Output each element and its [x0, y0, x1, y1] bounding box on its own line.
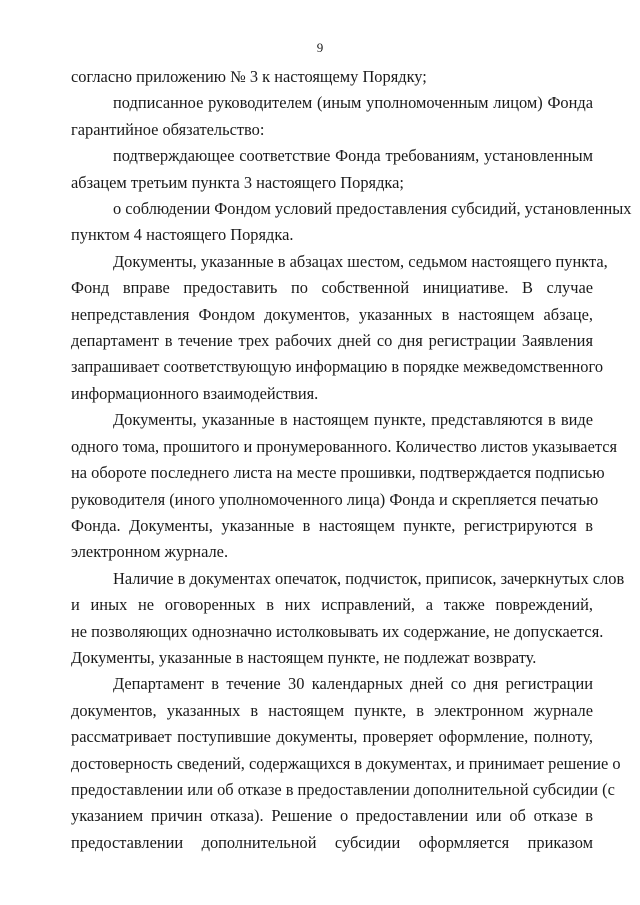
paragraph-line: департамент в течение трех рабочих дней со дня регистрации Заявления — [71, 331, 593, 351]
paragraph — [71, 407, 618, 565]
paragraph — [71, 64, 593, 90]
paragraph-line: абзацем третьим пункта 3 настоящего Порядка; — [71, 172, 404, 192]
paragraph-line: предоставлении дополнительной субсидии оформляется приказом — [71, 832, 593, 852]
paragraph-line: пунктом 4 настоящего Порядка. — [71, 225, 294, 245]
paragraph-line: предоставлении или об отказе в предоставлении дополнительной субсидии (с — [71, 779, 615, 799]
paragraph-line: указанием причин отказа). Решение о предоставлении или об отказе в — [71, 806, 593, 826]
paragraph-line: гарантийное обязательство: — [71, 119, 265, 139]
paragraph-line: Наличие в документах опечаток, подчисток, приписок, зачеркнутых слов — [113, 568, 625, 588]
paragraph — [71, 671, 621, 856]
paragraph-line: подписанное руководителем (иным уполномоченным лицом) Фонда — [113, 93, 593, 113]
paragraph-line: рассматривает поступившие документы, проверяет оформление, полноту, — [71, 727, 593, 747]
paragraph-line: документов, указанных в настоящем пункте, в электронном журнале — [71, 700, 593, 720]
paragraph — [71, 249, 608, 407]
paragraph-line: Документы, указанные в настоящем пункте, представляются в виде — [113, 410, 593, 430]
paragraph — [71, 566, 625, 672]
paragraph-line: запрашивает соответствующую информацию в порядке межведомственного — [71, 357, 604, 377]
paragraph-line: согласно приложению № 3 к настоящему Порядку; — [71, 67, 427, 86]
document-body — [71, 64, 632, 856]
paragraph — [71, 196, 632, 249]
paragraph-line: электронном журнале. — [71, 542, 229, 562]
paragraph-line: Департамент в течение 30 календарных дней со дня регистрации — [113, 674, 593, 694]
paragraph-line: Фонд вправе предоставить по собственной инициативе. В случае — [71, 278, 593, 298]
paragraph-line: о соблюдении Фондом условий предоставления субсидий, установленных — [113, 199, 632, 219]
paragraph — [71, 143, 593, 196]
paragraph-line: достоверность сведений, содержащихся в документах, и принимает решение о — [71, 753, 621, 773]
paragraph — [71, 90, 593, 143]
paragraph-line: руководителя (иного уполномоченного лица) Фонда и скрепляется печатью — [71, 489, 599, 509]
paragraph-line: подтверждающее соответствие Фонда требованиям, установленным — [113, 146, 593, 166]
paragraph-line: на обороте последнего листа на месте прошивки, подтверждается подписью — [71, 463, 605, 483]
page-number: 9 — [316, 40, 324, 55]
paragraph-line: Фонда. Документы, указанные в настоящем пункте, регистрируются в — [71, 515, 593, 535]
paragraph-line: и иных не оговоренных в них исправлений, а также повреждений, — [71, 595, 593, 615]
paragraph-line: Документы, указанные в настоящем пункте, не подлежат возврату. — [71, 647, 537, 667]
paragraph-line: непредставления Фондом документов, указанных в настоящем абзаце, — [71, 304, 593, 324]
paragraph-line: Документы, указанные в абзацах шестом, седьмом настоящего пункта, — [113, 251, 608, 271]
paragraph-line: одного тома, прошитого и пронумерованного. Количество листов указывается — [71, 436, 618, 456]
paragraph-line: не позволяющих однозначно истолковывать их содержание, не допускается. — [71, 621, 604, 641]
paragraph-line: информационного взаимодействия. — [71, 383, 319, 403]
